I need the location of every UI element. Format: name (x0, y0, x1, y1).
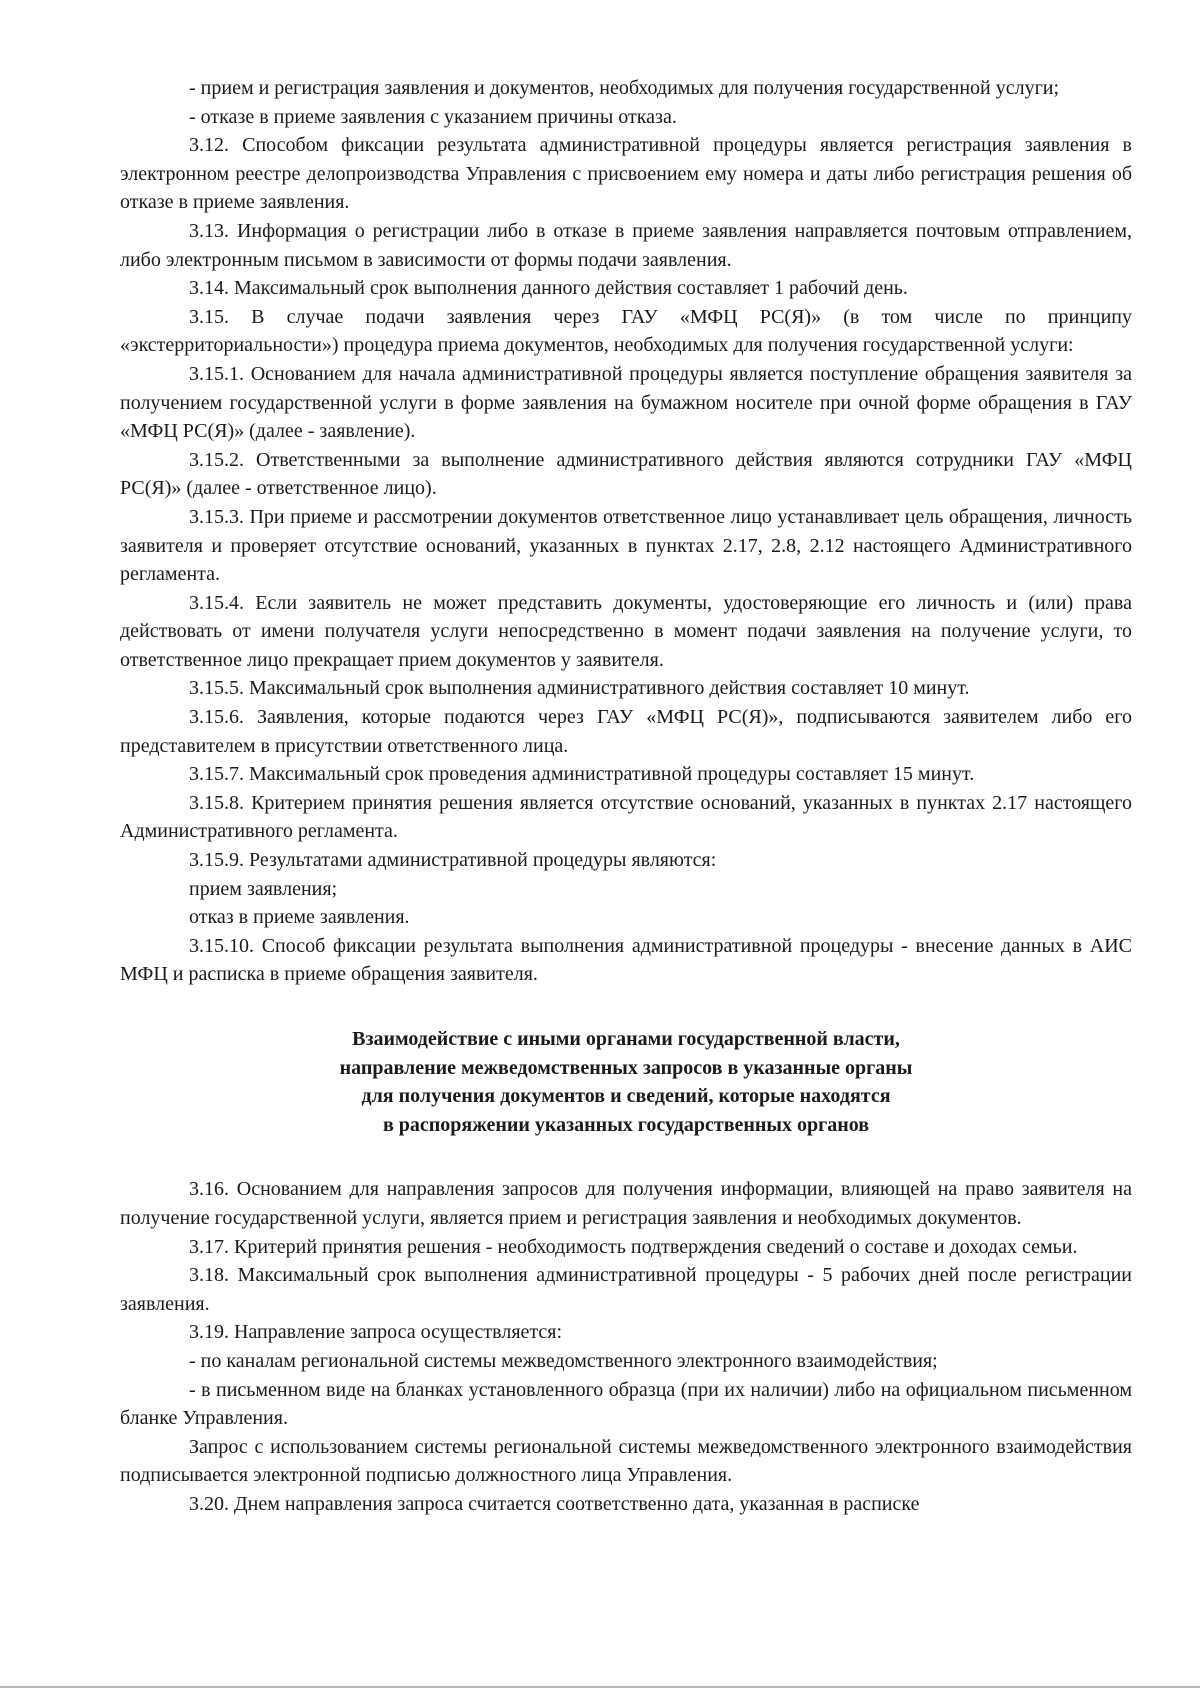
paragraph: 3.15.1. Основанием для начала административной процедуры является поступление обращения заявителя за получением государственной услуги в форме заявления на бумажном носителе при очной форме обращения в ГАУ «МФЦ РС(Я)» (далее - заявление). (120, 362, 1132, 443)
paragraph: 3.15.6. Заявления, которые подаются через ГАУ «МФЦ РС(Я)», подписываются заявителем либо его представителем в присутствии ответственного лица. (120, 706, 1132, 757)
scan-edge-line (0, 1686, 1200, 1688)
section-heading (120, 1025, 1132, 1139)
paragraph: 3.17. Критерий принятия решения - необходимость подтверждения сведений о составе и доходах семьи. (189, 1235, 1078, 1258)
paragraph: 3.15.9. Результатами административной процедуры являются: (189, 849, 717, 872)
heading-line: в распоряжении указанных государственных органов (382, 1113, 870, 1136)
heading-line: направление межведомственных запросов в указанные органы (339, 1056, 913, 1079)
heading-line: Взаимодействие с иными органами государственной власти, (352, 1028, 900, 1050)
paragraph: 3.15.2. Ответственными за выполнение административного действия являются сотрудники ГАУ «МФЦ РС(Я)» (далее - ответственное лицо). (120, 448, 1132, 500)
paragraph: 3.18. Максимальный срок выполнения административной процедуры - 5 рабочих дней после регистрации заявления. (120, 1264, 1132, 1315)
paragraph: - прием и регистрация заявления и документов, необходимых для получения государственной услуги; (189, 77, 1060, 99)
paragraph: 3.15.5. Максимальный срок выполнения административного действия составляет 10 минут. (189, 677, 970, 700)
paragraph: - отказе в приеме заявления с указанием причины отказа. (189, 105, 677, 128)
heading-line: для получения документов и сведений, которые находятся (361, 1085, 891, 1108)
paragraph: 3.13. Информация о регистрации либо в отказе в приеме заявления направляется почтовым отправлением, либо электронным письмом в зависимости от формы подачи заявления. (120, 219, 1132, 271)
paragraph: 3.20. Днем направления запроса считается соответственно дата, указанная в расписке (189, 1492, 920, 1515)
paragraph: - в письменном виде на бланках установленного образца (при их наличии) либо на официальном письменном бланке Управления. (120, 1378, 1132, 1430)
paragraph: - по каналам региональной системы межведомственного электронного взаимодействия; (189, 1349, 938, 1372)
paragraph: 3.14. Максимальный срок выполнения данного действия составляет 1 рабочий день. (189, 277, 908, 300)
body-text-top (120, 74, 1132, 989)
body-text-bottom (120, 1175, 1132, 1518)
paragraph: Запрос с использованием системы региональной системы межведомственного электронного взаимодействия подписывается электронной подписью должностного лица Управления. (120, 1435, 1132, 1487)
paragraph: 3.12. Способом фиксации результата административной процедуры является регистрация заявления в электронном реестре делопроизводства Управления с присвоением ему номера и даты либо регистрация решения об отказе в приеме заявления. (120, 134, 1132, 214)
paragraph: 3.19. Направление запроса осуществляется: (189, 1321, 563, 1344)
paragraph: 3.15.8. Критерием принятия решения является отсутствие оснований, указанных в пунктах 2.17 настоящего Административного регламента. (120, 791, 1132, 843)
paragraph: 3.15.7. Максимальный срок проведения административной процедуры составляет 15 минут. (189, 763, 975, 786)
paragraph: прием заявления; (189, 877, 338, 900)
paragraph: отказ в приеме заявления. (189, 906, 410, 929)
paragraph: 3.15.10. Способ фиксации результата выполнения административной процедуры - внесение данных в АИС МФЦ и расписка в приеме обращения заявителя. (120, 934, 1132, 986)
paragraph: 3.15.3. При приеме и рассмотрении документов ответственное лицо устанавливает цель обращения, личность заявителя и проверяет отсутствие оснований, указанных в пунктах 2.17, 2.8, 2.12 настоящего Административного регламента. (120, 505, 1132, 586)
paragraph: 3.15.4. Если заявитель не может представить документы, удостоверяющие его личность и (или) права действовать от имени получателя услуги непосредственно в момент подачи заявления на получение услуги, то ответственное лицо прекращает прием документов у заявителя. (120, 591, 1132, 671)
paragraph: 3.16. Основанием для направления запросов для получения информации, влияющей на право заявителя на получение государственной услуги, является прием и регистрация заявления и необходимых документов. (120, 1178, 1132, 1229)
paragraph: 3.15. В случае подачи заявления через ГАУ «МФЦ РС(Я)» (в том числе по принципу «экстерриториальности») процедура приема документов, необходимых для получения государственной услуги: (120, 305, 1132, 357)
